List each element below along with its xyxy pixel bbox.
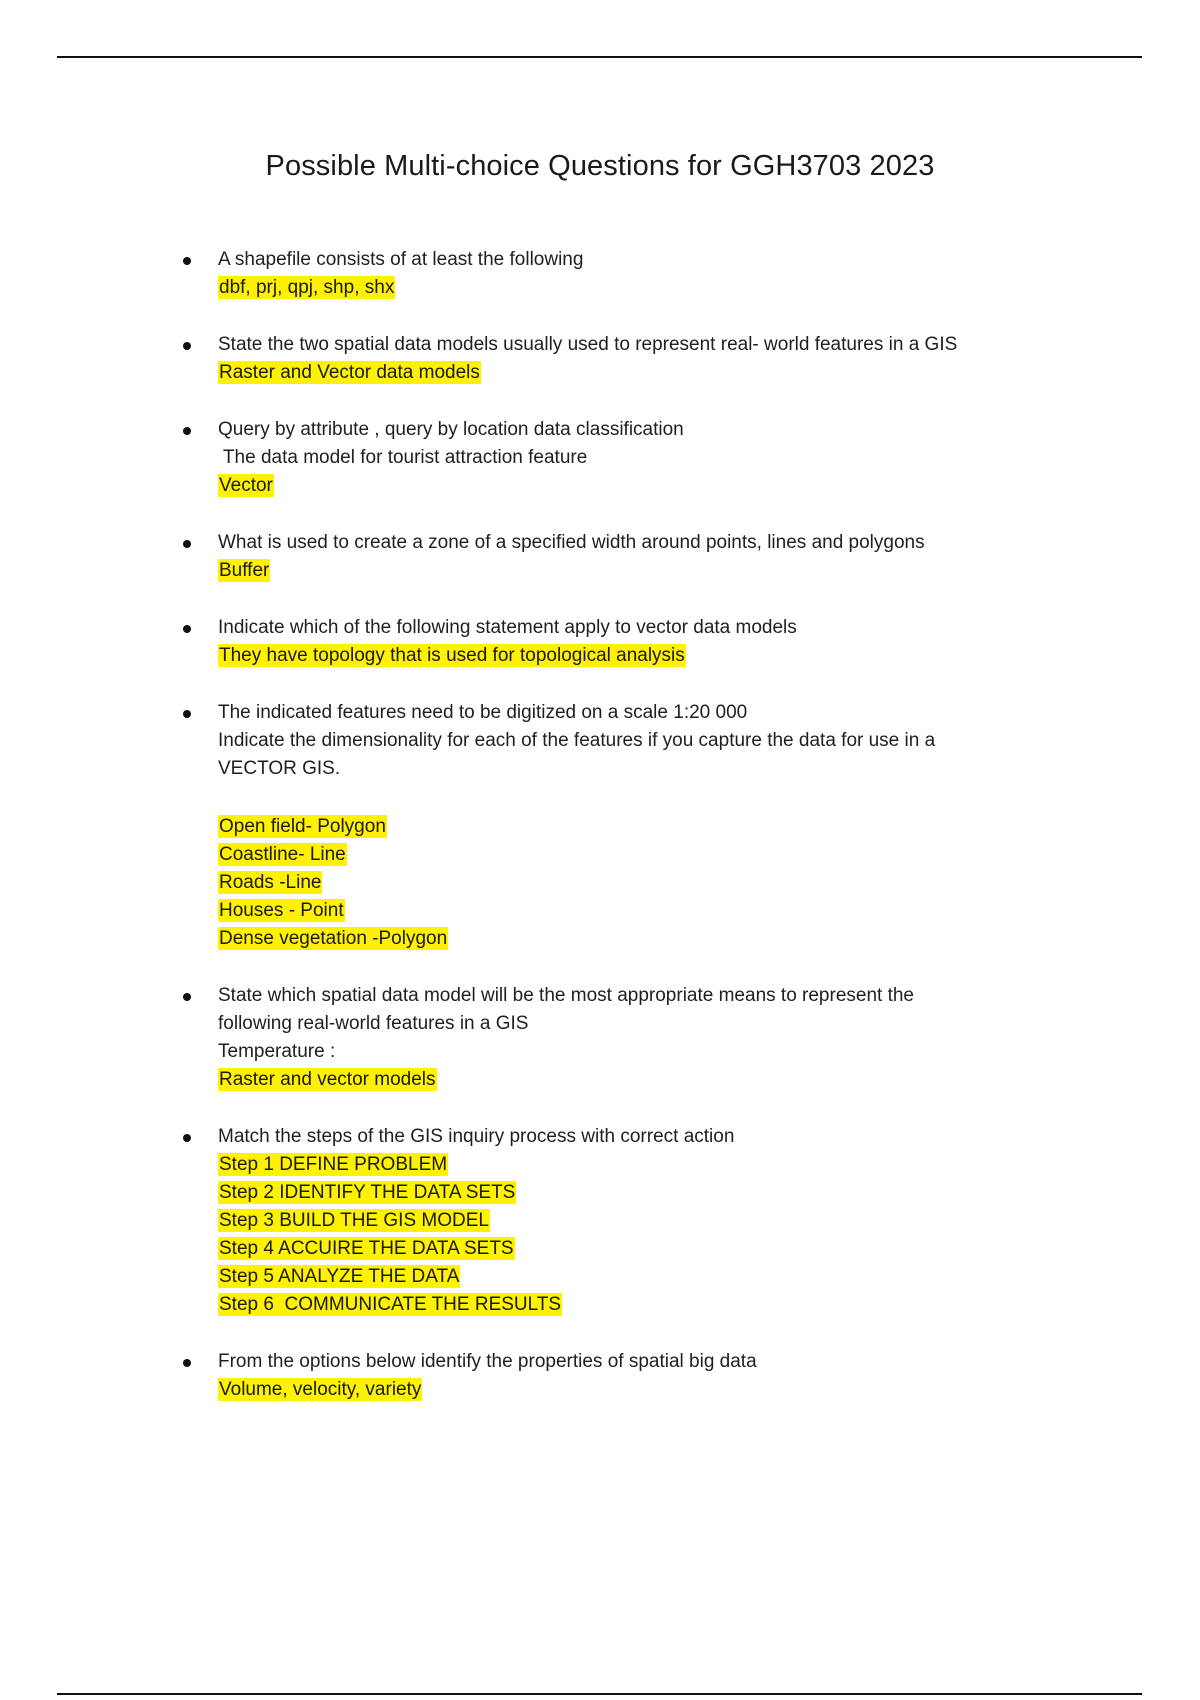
answer-line bbox=[218, 1263, 1200, 1291]
bullet-icon bbox=[183, 342, 191, 350]
top-rule bbox=[57, 56, 1142, 58]
question-text: State which spatial data model will be the most appropriate means to represent the bbox=[218, 985, 914, 1006]
answer-line bbox=[218, 813, 1200, 841]
bullet-icon bbox=[183, 1359, 191, 1367]
answer-line bbox=[218, 1291, 1200, 1319]
answer-line bbox=[218, 274, 1200, 302]
answer-line bbox=[218, 557, 1200, 585]
answer-line bbox=[218, 1151, 1200, 1179]
question-text: What is used to create a zone of a specified width around points, lines and polygons bbox=[218, 532, 925, 553]
highlighted-answer: Step 6 COMMUNICATE THE RESULTS bbox=[219, 1294, 562, 1315]
highlighted-answer: Raster and vector models bbox=[219, 1069, 436, 1090]
answer-line bbox=[218, 472, 1200, 500]
highlighted-answer: Roads -Line bbox=[219, 872, 322, 893]
bullet-icon bbox=[183, 540, 191, 548]
highlighted-answer: Step 5 ANALYZE THE DATA bbox=[219, 1266, 460, 1287]
question-text: The indicated features need to be digitized on a scale 1:20 000 bbox=[218, 702, 748, 723]
question-text: Temperature : bbox=[218, 1041, 336, 1062]
highlighted-answer: They have topology that is used for topological analysis bbox=[219, 645, 685, 666]
question-item bbox=[0, 331, 1200, 387]
answer-line bbox=[218, 897, 1200, 925]
answer-line bbox=[218, 925, 1200, 953]
question-text: From the options below identify the properties of spatial big data bbox=[218, 1351, 757, 1372]
question-text: A shapefile consists of at least the following bbox=[218, 249, 584, 270]
highlighted-answer: Buffer bbox=[219, 560, 270, 581]
highlighted-answer: Step 1 DEFINE PROBLEM bbox=[219, 1154, 448, 1175]
question-text: VECTOR GIS. bbox=[218, 758, 341, 779]
question-item bbox=[0, 529, 1200, 585]
bullet-icon bbox=[183, 625, 191, 633]
question-list bbox=[0, 246, 1200, 1433]
question-text: Indicate which of the following statement apply to vector data models bbox=[218, 617, 797, 638]
question-text: State the two spatial data models usually used to represent real- world features in a GIS bbox=[218, 334, 958, 355]
highlighted-answer: Open field- Polygon bbox=[219, 816, 386, 837]
highlighted-answer: Step 2 IDENTIFY THE DATA SETS bbox=[219, 1182, 516, 1203]
question-item bbox=[0, 416, 1200, 500]
highlighted-answer: Dense vegetation -Polygon bbox=[219, 928, 448, 949]
answer-line bbox=[218, 642, 1200, 670]
answer-line bbox=[218, 869, 1200, 897]
highlighted-answer: Raster and Vector data models bbox=[219, 362, 480, 383]
question-item bbox=[0, 699, 1200, 953]
question-text: Indicate the dimensionality for each of the features if you capture the data for use in a bbox=[218, 730, 936, 751]
answer-line bbox=[218, 1376, 1200, 1404]
line-gap bbox=[218, 783, 1200, 813]
answer-line bbox=[218, 1066, 1200, 1094]
bullet-icon bbox=[183, 710, 191, 718]
answer-line bbox=[218, 1179, 1200, 1207]
highlighted-answer: Vector bbox=[219, 475, 273, 496]
question-item bbox=[0, 614, 1200, 670]
highlighted-answer: Volume, velocity, variety bbox=[219, 1379, 422, 1400]
question-text: Query by attribute , query by location data classification bbox=[218, 419, 684, 440]
question-item bbox=[0, 1123, 1200, 1319]
bullet-icon bbox=[183, 257, 191, 265]
highlighted-answer: dbf, prj, qpj, shp, shx bbox=[219, 277, 395, 298]
answer-line bbox=[218, 841, 1200, 869]
question-text: following real-world features in a GIS bbox=[218, 1013, 529, 1034]
question-item bbox=[0, 1348, 1200, 1404]
bullet-icon bbox=[183, 993, 191, 1001]
answer-line bbox=[218, 1207, 1200, 1235]
bottom-rule bbox=[57, 1693, 1142, 1695]
question-item bbox=[0, 246, 1200, 302]
highlighted-answer: Step 4 ACCUIRE THE DATA SETS bbox=[219, 1238, 514, 1259]
question-text: Match the steps of the GIS inquiry process with correct action bbox=[218, 1126, 735, 1147]
highlighted-answer: Step 3 BUILD THE GIS MODEL bbox=[219, 1210, 489, 1231]
question-item bbox=[0, 982, 1200, 1094]
bullet-icon bbox=[183, 427, 191, 435]
page-title: Possible Multi-choice Questions for GGH3703 2023 bbox=[265, 150, 935, 182]
answer-line bbox=[218, 359, 1200, 387]
highlighted-answer: Houses - Point bbox=[219, 900, 344, 921]
bullet-icon bbox=[183, 1134, 191, 1142]
answer-line bbox=[218, 1235, 1200, 1263]
question-text: The data model for tourist attraction feature bbox=[218, 447, 588, 468]
highlighted-answer: Coastline- Line bbox=[219, 844, 346, 865]
